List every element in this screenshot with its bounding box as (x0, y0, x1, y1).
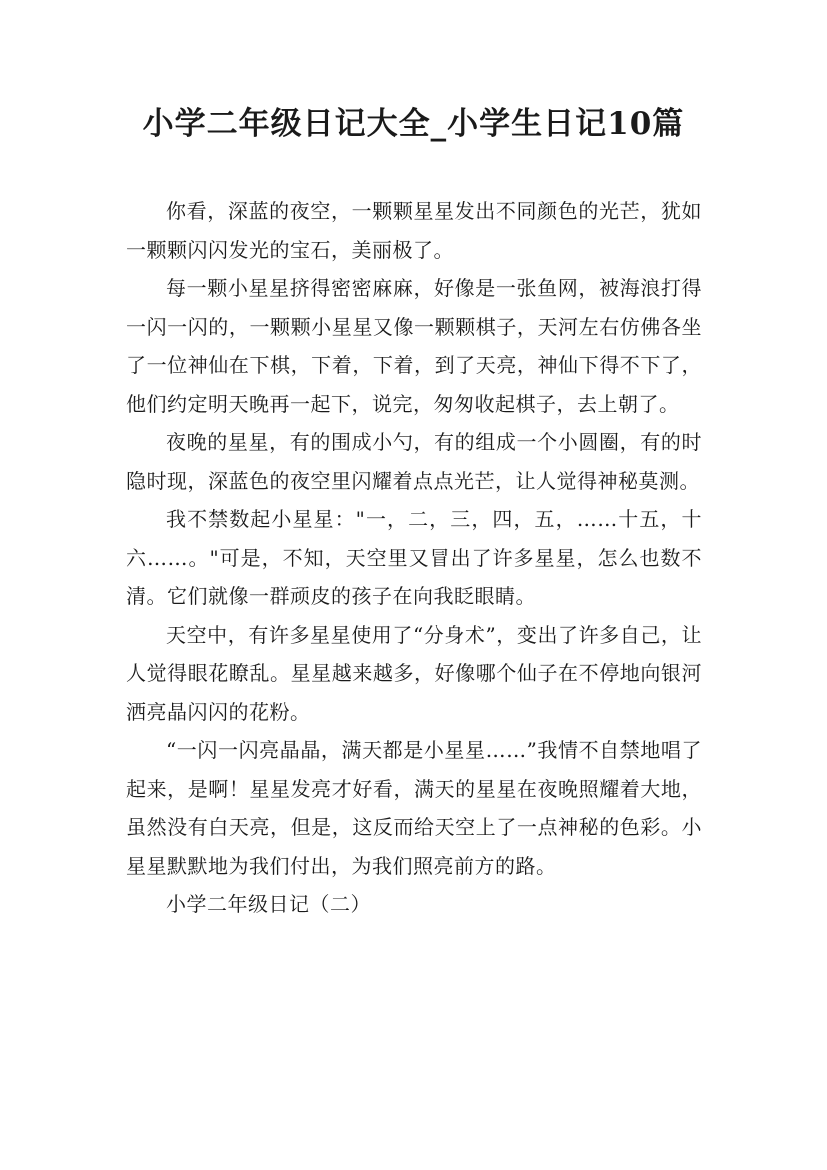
document-title: 小学二年级日记大全_小学生日记10篇 (142, 106, 685, 142)
paragraph-2: 每一颗小星星挤得密密麻麻，好像是一张鱼网，被海浪打得一闪一闪的，一颗颗小星星又像一颗颗棋子，天河左右仿佛各坐了一位神仙在下棋，下着，下着，到了天亮，神仙下得不下了，他们约定明天晚再一起下，说完，匆匆收起棋子，去上朝了。 (126, 276, 702, 416)
document-body (126, 192, 702, 924)
paragraph-4: 我不禁数起小星星："一，二，三，四，五，……十五，十六……。"可是，不知，天空里又冒出了许多星星，怎么也数不清。它们就像一群顽皮的孩子在向我眨眼睛。 (126, 507, 702, 608)
section-heading-diary-2: 小学二年级日记（二） (166, 892, 371, 916)
paragraph-3: 夜晚的星星，有的围成小勺，有的组成一个小圆圈，有的时隐时现，深蓝色的夜空里闪耀着点点光芒，让人觉得神秘莫测。 (126, 430, 702, 493)
paragraph-5: 天空中，有许多星星使用了“分身术”，变出了许多自己，让人觉得眼花瞭乱。星星越来越多，好像哪个仙子在不停地向银河洒亮晶闪闪的花粉。 (126, 622, 702, 724)
paragraph-1: 你看，深蓝的夜空，一颗颗星星发出不同颜色的光芒，犹如一颗颗闪闪发光的宝石，美丽极了。 (126, 199, 702, 262)
paragraph-6: “一闪一闪亮晶晶，满天都是小星星……”我情不自禁地唱了起来，是啊！星星发亮才好看，满天的星星在夜晚照耀着大地，虽然没有白天亮，但是，这反而给天空上了一点神秘的色彩。小星星默默地为我们付出，为我们照亮前方的路。 (126, 738, 702, 878)
